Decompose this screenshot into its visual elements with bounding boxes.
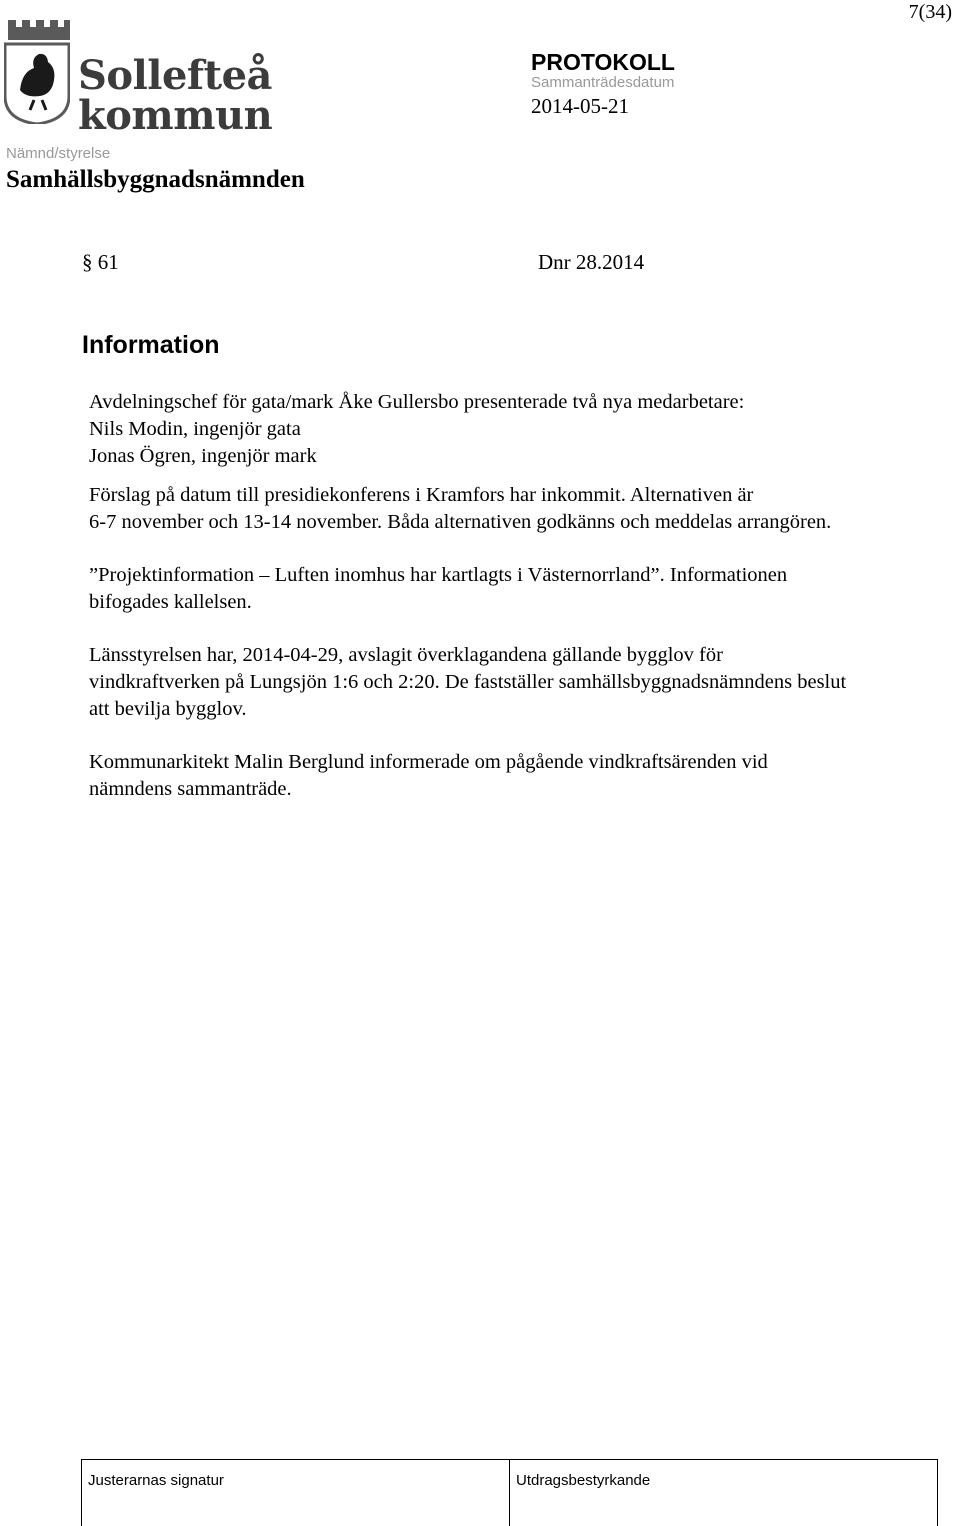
paragraph-number: § 61 [82, 250, 119, 274]
paragraph-conference [89, 482, 957, 536]
text-line: ”Projektinformation – Luften inomhus har kartlagts i Västernorrland”. Informationen [89, 564, 788, 586]
board-name: Samhällsbyggnadsnämnden [6, 166, 305, 193]
text-line: Jonas Ögren, ingenjör mark [89, 445, 317, 467]
document-type: PROTOKOLL [531, 49, 675, 75]
minutes-body [89, 389, 957, 829]
case-number: Dnr 28.2014 [538, 250, 645, 274]
text-line: Länsstyrelsen har, 2014-04-29, avslagit överklagandena gällande bygglov för [89, 644, 723, 666]
paragraph-wind-power [89, 749, 957, 803]
certification-cell [509, 1460, 937, 1526]
text-line: vindkraftverken på Lungsjön 1:6 och 2:20. De fastställer samhällsbyggnadsnämndens beslut [89, 671, 847, 693]
logo-name-line2: kommun [78, 92, 273, 139]
certification-label: Utdragsbestyrkande [516, 1472, 651, 1489]
text-line: Förslag på datum till presidiekonferens i Kramfors har inkommit. Alternativen är [89, 484, 754, 506]
text-line: nämndens sammanträde. [89, 778, 292, 800]
logo-name-line1: Sollefteå [78, 52, 272, 99]
text-line: bifogades kallelsen. [89, 591, 252, 613]
paragraph-county-board [89, 642, 957, 723]
text-line: att bevilja bygglov. [89, 698, 247, 720]
page-number: 7(34) [908, 1, 952, 23]
board-label: Nämnd/styrelse [6, 145, 111, 162]
meeting-date: 2014-05-21 [531, 94, 629, 118]
signature-footer [81, 1459, 938, 1526]
paragraph-project-info [89, 562, 957, 616]
text-line: 6-7 november och 13-14 november. Båda alternativen godkänns och meddelas arrangören. [89, 511, 832, 533]
section-heading: Information [82, 331, 220, 359]
text-line: Kommunarkitekt Malin Berglund informerade om pågående vindkraftsärenden vid [89, 751, 768, 773]
paragraph-staff [89, 389, 957, 470]
text-line: Avdelningschef för gata/mark Åke Gullersbo presenterade två nya medarbetare: [89, 391, 745, 413]
text-line: Nils Modin, ingenjör gata [89, 418, 301, 440]
municipality-logo [4, 20, 274, 139]
coat-of-arms-icon [4, 20, 70, 124]
meeting-date-label: Sammanträdesdatum [531, 74, 675, 91]
signature-cell [82, 1460, 509, 1526]
signature-label: Justerarnas signatur [88, 1472, 224, 1489]
